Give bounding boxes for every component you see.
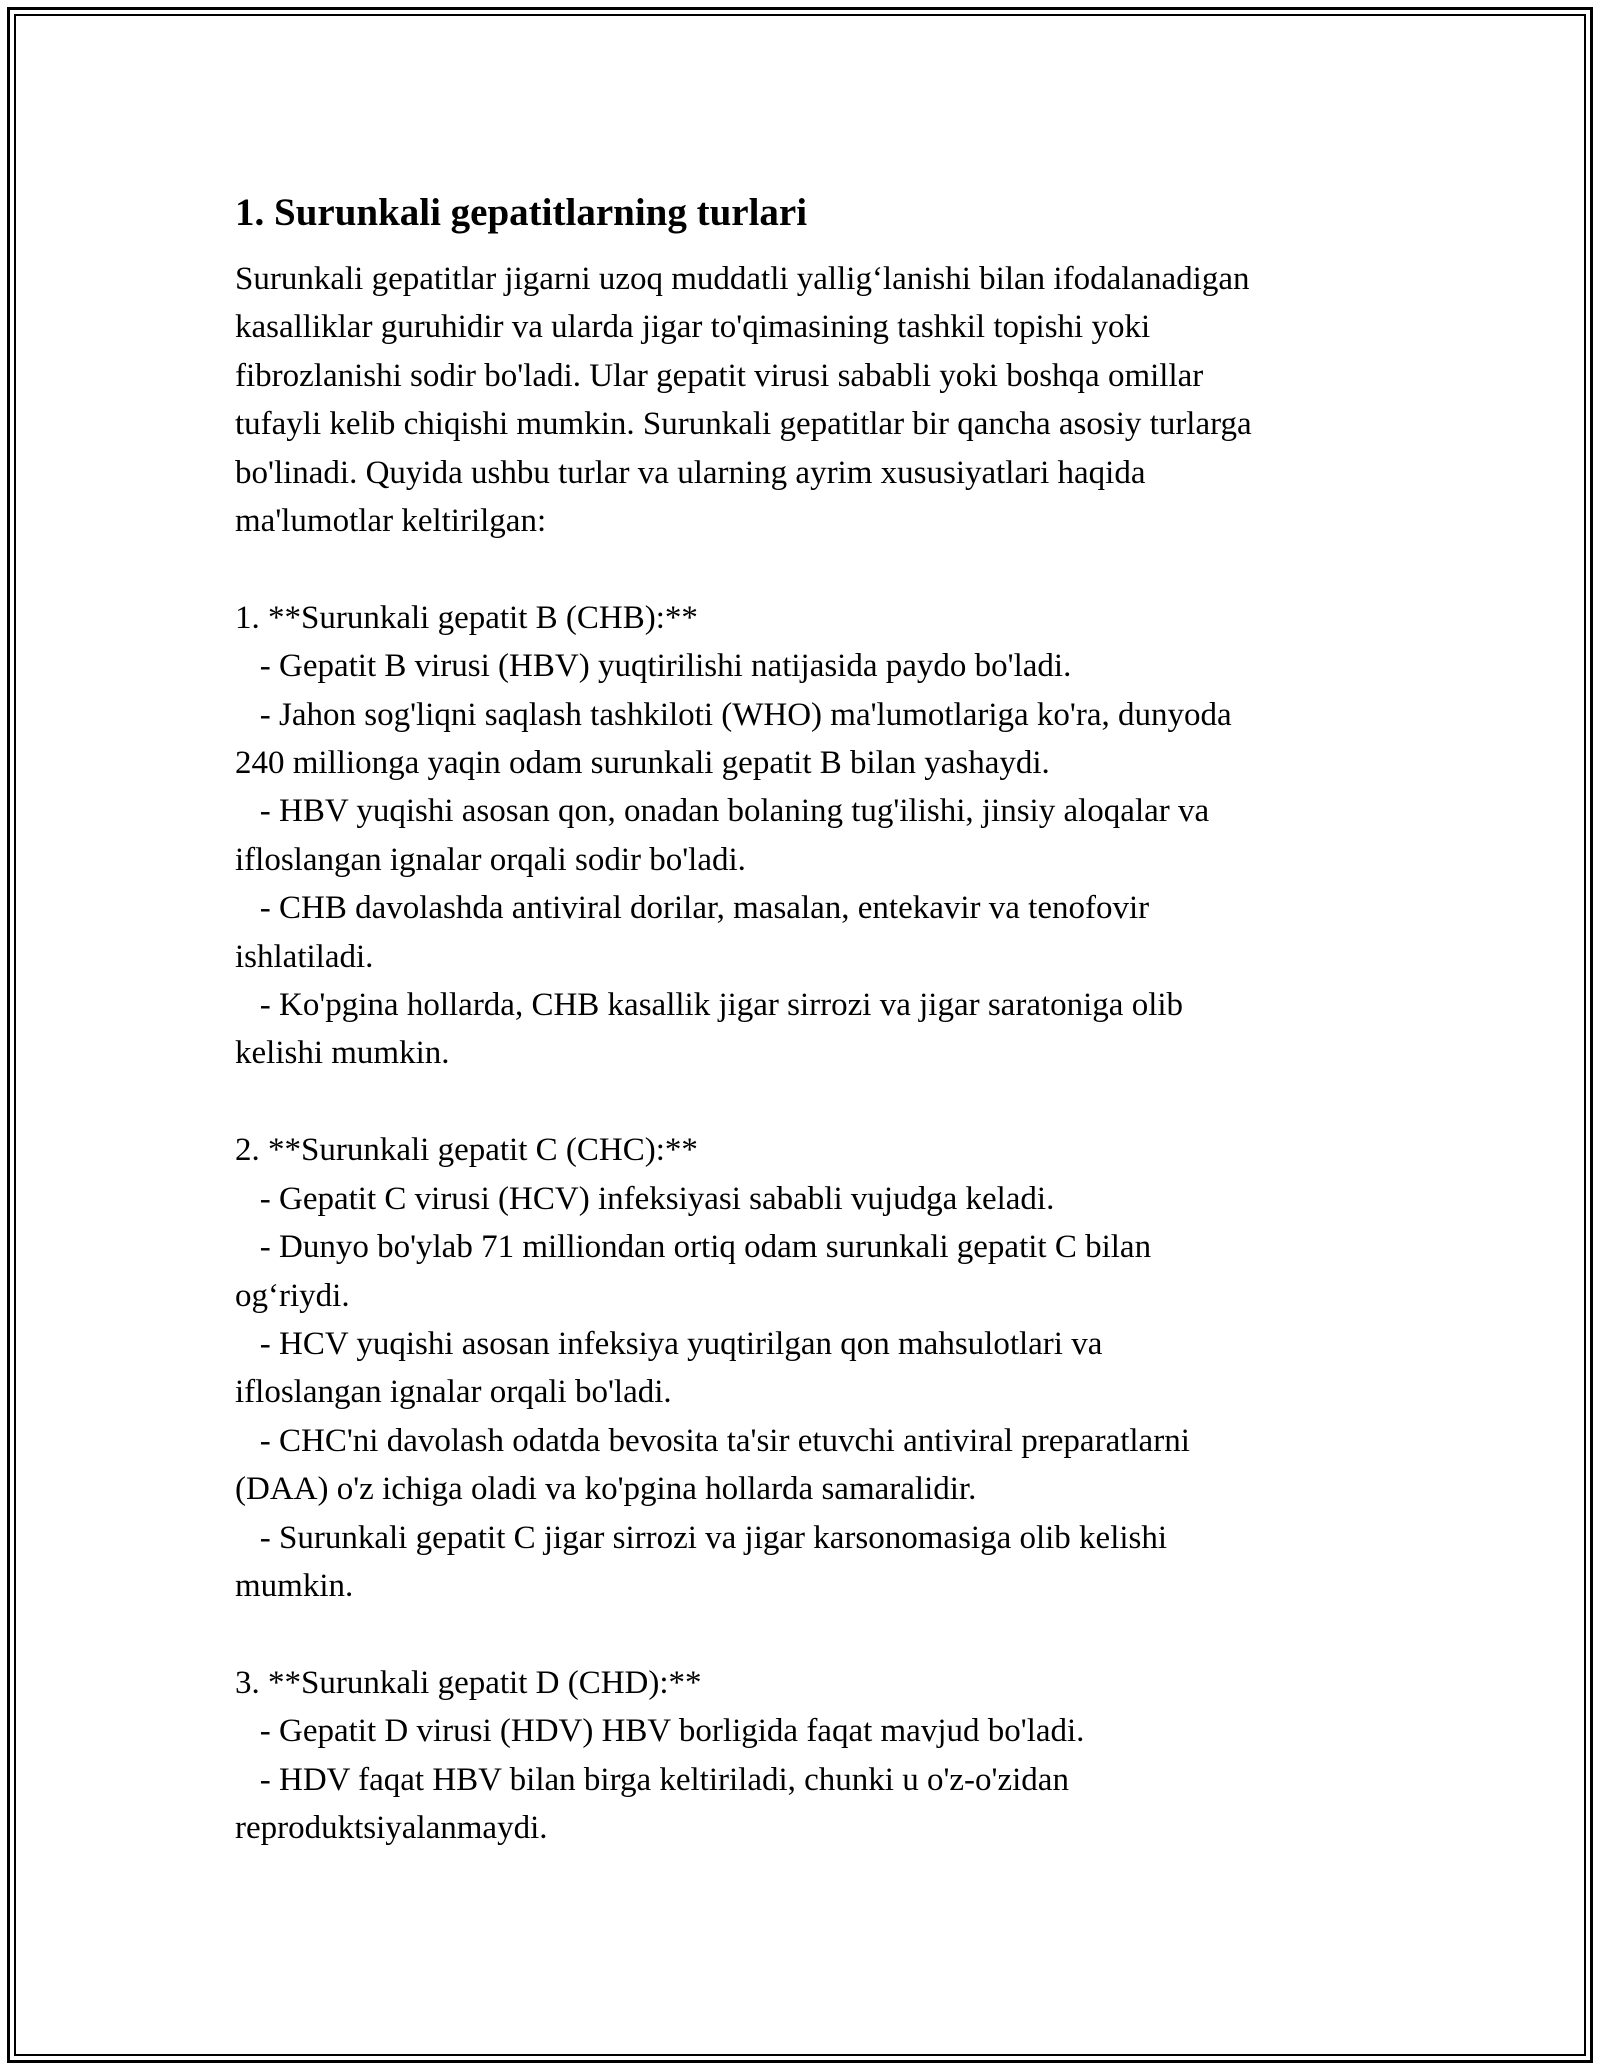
section-heading: 1. Surunkali gepatitlarning turlari: [235, 191, 808, 234]
text-line: 240 millionga yaqin odam surunkali gepatit B bilan yashaydi.: [235, 745, 1050, 782]
text-line: mumkin.: [235, 1567, 354, 1604]
text-line: - Gepatit C virusi (HCV) infeksiyasi sababli vujudga keladi.: [235, 1180, 1055, 1217]
text-line: - CHB davolashda antiviral dorilar, masalan, entekavir va tenofovir: [235, 890, 1150, 927]
blank-line: [235, 1078, 1375, 1126]
text-line: - Jahon sog'liqni saqlash tashkiloti (WHO) ma'lumotlariga ko'ra, dunyoda: [235, 696, 1232, 733]
text-line: - Gepatit B virusi (HBV) yuqtirilishi natijasida paydo bo'ladi.: [235, 648, 1072, 685]
text-line: fibrozlanishi sodir bo'ladi. Ular gepatit virusi sababli yoki boshqa omillar: [235, 357, 1204, 394]
text-line: kasalliklar guruhidir va ularda jigar to'qimasining tashkil topishi yoki: [235, 309, 1151, 346]
text-line: - HBV yuqishi asosan qon, onadan bolaning tug'ilishi, jinsiy aloqalar va: [235, 793, 1210, 830]
text-lines: [235, 255, 1375, 1852]
text-line: - Gepatit D virusi (HDV) HBV borligida faqat mavjud bo'ladi.: [235, 1713, 1085, 1750]
text-line: - Surunkali gepatit C jigar sirrozi va jigar karsonomasiga olib kelishi: [235, 1519, 1168, 1556]
text-line: ifloslangan ignalar orqali bo'ladi.: [235, 1374, 672, 1411]
text-line: bo'linadi. Quyida ushbu turlar va ularning ayrim xususiyatlari haqida: [235, 454, 1146, 491]
text-line: og‘riydi.: [235, 1277, 350, 1314]
text-line: - HDV faqat HBV bilan birga keltiriladi, chunki u o'z-o'zidan: [235, 1761, 1069, 1798]
text-line: - HCV yuqishi asosan infeksiya yuqtirilgan qon mahsulotlari va: [235, 1325, 1103, 1362]
text-line: tufayli kelib chiqishi mumkin. Surunkali gepatitlar bir qancha asosiy turlarga: [235, 406, 1252, 443]
text-line: reproduktsiyalanmaydi.: [235, 1809, 548, 1846]
text-line: ma'lumotlar keltirilgan:: [235, 503, 547, 540]
text-line: kelishi mumkin.: [235, 1035, 450, 1072]
blank-line: [235, 1610, 1375, 1658]
list-item-heading: 2. **Surunkali gepatit C (CHC):**: [235, 1132, 698, 1169]
blank-line: [235, 545, 1375, 593]
text-line: - CHC'ni davolash odatda bevosita ta'sir etuvchi antiviral preparatlarni: [235, 1422, 1190, 1459]
document-body: [235, 185, 1375, 1852]
text-line: Surunkali gepatitlar jigarni uzoq muddatli yallig‘lanishi bilan ifodalanadigan: [235, 261, 1250, 297]
text-line: ishlatiladi.: [235, 938, 374, 975]
text-line: (DAA) o'z ichiga oladi va ko'pgina hollarda samaralidir.: [235, 1471, 977, 1508]
list-item-heading: 1. **Surunkali gepatit B (CHB):**: [235, 599, 698, 636]
text-line: - Ko'pgina hollarda, CHB kasallik jigar sirrozi va jigar saratoniga olib: [235, 987, 1184, 1024]
list-item-heading: 3. **Surunkali gepatit D (CHD):**: [235, 1664, 702, 1701]
text-line: ifloslangan ignalar orqali sodir bo'ladi.: [235, 841, 746, 878]
text-line: - Dunyo bo'ylab 71 milliondan ortiq odam surunkali gepatit C bilan: [235, 1229, 1152, 1266]
